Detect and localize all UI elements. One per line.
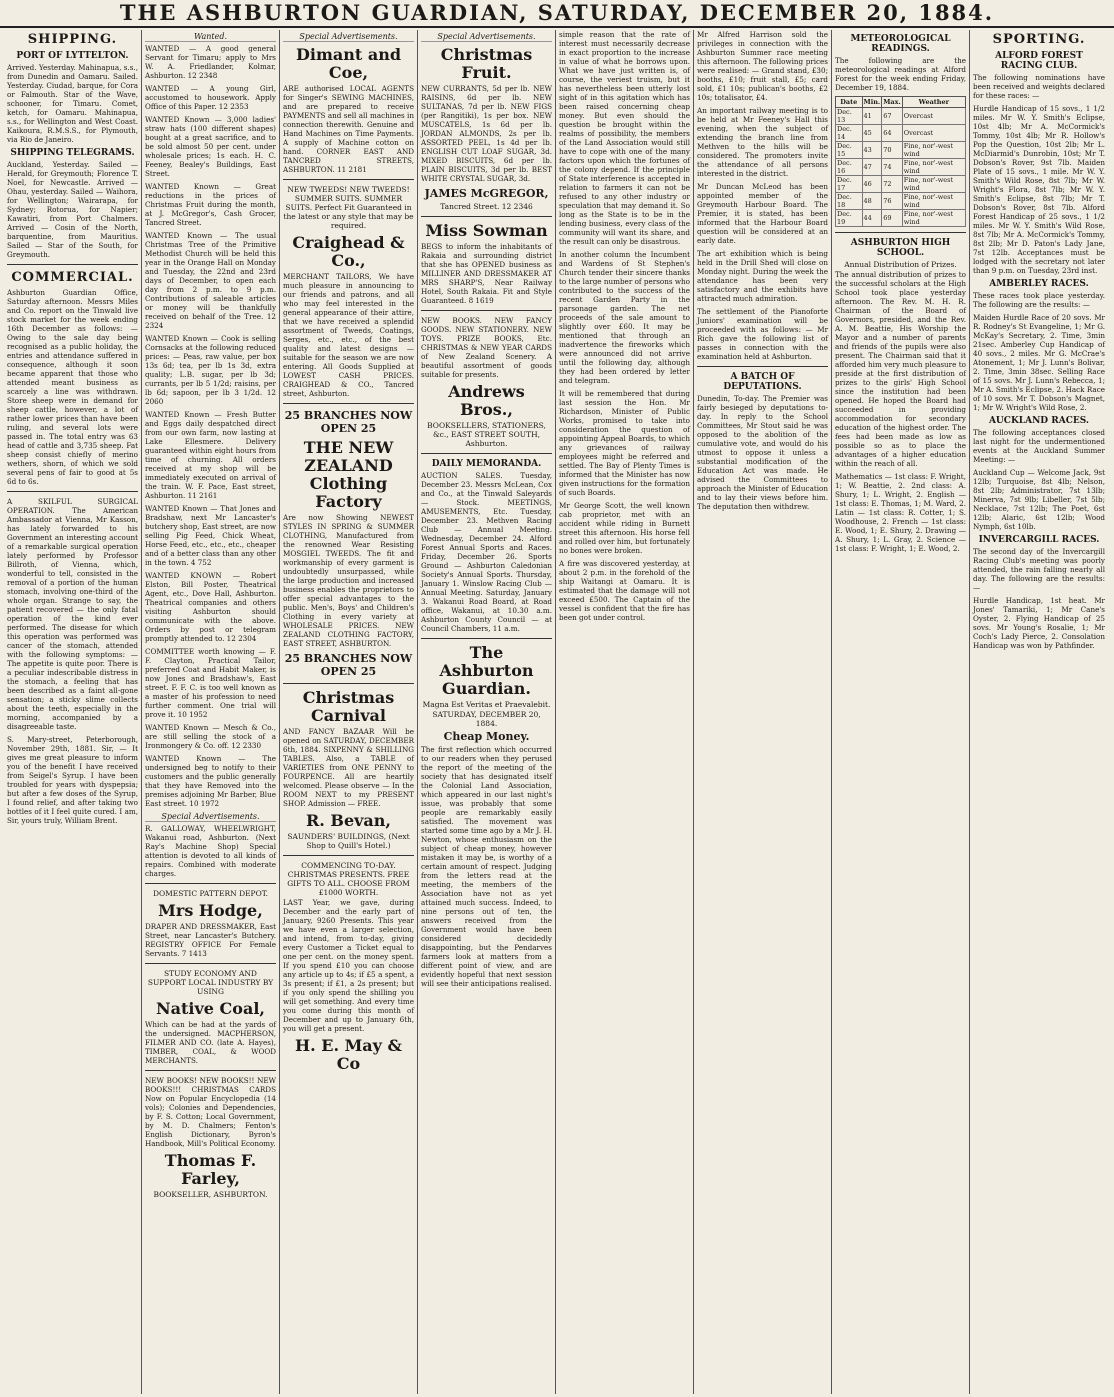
wanted-ad: WANTED Known — The undersigned beg to notify to their customers and the public generally that they have Removed into the premises adjoining Mr Barber, Blue East street. 10 1972: [145, 754, 276, 808]
sporting-heading: SPORTING.: [992, 32, 1086, 47]
wanted-ad: COMMITTEE worth knowing — F. F. Clayton, Practical Tailor, preferred Coat and Habit Maker, is now Jones and Bradshaw's, East street. F. F. C. is too well known as a master of his profession to need further comment. One trial will prove it. 10 1952: [145, 647, 276, 719]
table-header: Date: [836, 97, 863, 108]
editorial-text: The first reflection which occurred to our readers when they perused the report of the meeting of the society that has designated itself the Colonial Land Association, which appeared in our last night's issue, was probably that some people are remarkably easily satisfied. The movement was started some time ago by a Mr J. H. Newton, whose enthusiasm on the subject of cheap money, however mistaken it may be, is worthy of a certain amount of respect. Judging from the letters read at the meeting, the members of the Association have not as yet attained much success. Indeed, to nine persons out of ten, the answers received from the Government would have been considered decidedly disappointing, but the Pendarves farmers look at matters from a different point of view, and are evidently hopeful that next session will see their anticipations realised.: [421, 745, 552, 988]
column-2: [142, 30, 280, 1394]
amberley-races: Maiden Hurdle Race of 20 sovs. Mr R. Rodney's St Evangeline, 1; Mr G. McKay's Secretary, 2. Time, 3min 21sec. Amberley Cup Handicap of 40 sovs., 2 miles. Mr G. McCrae's Atonement, 1; Mr J. Lunn's Bolivar, 2. Time, 3min 38sec. Selling Race of 15 sovs. Mr J. Lunn's Rebecca, 1; Mr A. Smith's Eclipse, 2. Hack Race of 10 sovs. Mr T. Dobson's Magnet, 1; Mr W. Wright's Wild Rose, 2.: [973, 313, 1105, 412]
column-6: [694, 30, 832, 1394]
shipping-text: Arrived. Yesterday. Mahinapua, s.s., from Dunedin and Oamaru. Sailed. Yesterday. Ciudad, barque, for Cora or Falmouth. Star of the Wave, schooner, for Timaru. Comet, ketch, for Oamaru. Mahinapua, s.s., for Wellington and West Coast. Kaikoura, R.M.S.S., for Plymouth, via Rio de Janeiro.: [7, 63, 138, 144]
invercargill-intro: The second day of the Invercargill Racing Club's meeting was poorly attended, the rain falling nearly all day. The following are the results: —: [973, 547, 1105, 592]
telegrams-text: Auckland, Yesterday. Sailed — Herald, for Greymouth; Florence T. Noel, for Newcastle. Arrived — Ohau, yesterday. Sailed — Waihora, for Wellington; Wairarapa, for Sydney; Rotorua, for Napier; Kawatiri, from Port Chalmers. Arrived — Cosin of the North, barquentine, from Mauritius. Sailed — Star of the South, for Greymouth.: [7, 160, 138, 259]
wanted-ad: WANTED Known — Cook is selling Cornsacks at the following reduced prices: — Peas, raw value, per box 13s 6d; tea, per lb 1s 3d, extra quality; L.B. sugar, per lb 3d; currants, per lb 5 1/2d; raisins, per lb 6d; sapoon, per lb 3 1/2d. 12 2060: [145, 334, 276, 406]
dimant-name: Dimant and Coe,: [295, 45, 402, 82]
table-cell: Dec. 18: [836, 193, 863, 210]
andrews-sub: BOOKSELLERS, STATIONERS, &c., EAST STREET SOUTH, Ashburton.: [427, 421, 546, 448]
table-cell: Fine, nor'-west wind: [902, 193, 965, 210]
table-header: Weather: [902, 97, 965, 108]
table-cell: 44: [862, 210, 882, 227]
bevan-sub: SAUNDERS' BUILDINGS, (Next Shop to Quill's Hotel.): [287, 832, 410, 850]
prize-list: Mathematics — 1st class: F. Wright, 1; W. Beattie, 2. 2nd class: A. Shury, 1; L. Wright, 2. English — 1st class: E. Thomas, 1; M. Ward, 2. Latin — 1st class: R. Cotter, 1; S. Woodhouse, 2. French — 1st class: E. Wood, 1; E. Shury, 2. Drawing — A. Shury, 1; L. Gray, 2. Science — 1st class: F. Wright, 1; E. Wood, 2.: [835, 472, 966, 553]
may-name: H. E. May & Co: [295, 1036, 402, 1073]
branches-banner: 25 BRANCHES NOW OPEN 25: [284, 652, 413, 678]
andrews-name: Andrews Bros.,: [448, 382, 525, 419]
table-cell: 72: [882, 176, 903, 193]
school-subheading: Annual Distribution of Prizes.: [844, 260, 957, 269]
invercargill-heading: INVERCARGILL RACES.: [978, 535, 1100, 545]
commercial-heading: COMMERCIAL.: [11, 270, 134, 285]
table-row: [836, 125, 966, 142]
news-item: Mr Alfred Harrison sold the privileges in connection with the Ashburton Summer race meeting this afternoon. The following prices were realised: — Grand stand, £30; booths, £10; fruit stall, £5; card sold, £1 10s; publican's booths, £2 10s; totalisator, £4.: [697, 30, 828, 102]
shipping-heading: SHIPPING.: [27, 32, 118, 47]
commercial-text: Ashburton Guardian Office, Saturday afternoon. Messrs Miles and Co. report on the Tinwald live stock market for the week ending 16th December as follows: — Owing to the sale day being recognised as a public holiday, the entries and attendance suffered in consequence, although it soon became apparent that those who attended meant business as scarcely a line was withdrawn. Store sheep were in demand for sheep cattle, however, a lot of rather lower prices than have been ruling, and several lots were passed in. The total entry was 63 head of cattle and 3,735 sheep. Fat sheep consist chiefly of merino wethers, shorn, of which we sold several pens of fair to good at 5s 6d to 6s.: [7, 288, 138, 486]
table-cell: 45: [862, 125, 882, 142]
table-row: [836, 193, 966, 210]
wanted-ad: WANTED — A young Girl, accustomed to housework. Apply Office of this Paper. 12 2353: [145, 84, 276, 111]
craighead-name: Craighead & Co.,: [292, 233, 405, 270]
hodge-ad: DRAPER AND DRESSMAKER, East Street, near Lancaster's Butchery. REGISTRY OFFICE For Female Servants. 7 1413: [145, 922, 276, 958]
auckland-heading: AUCKLAND RACES.: [988, 416, 1090, 426]
wanted-ad: WANTED Known — Mesch & Co., are still selling the stock of a Ironmongery & Co. off. 12 2330: [145, 723, 276, 750]
bevan-name: R. Bevan,: [305, 811, 391, 830]
port-heading: PORT OF LYTTELTON.: [16, 51, 129, 61]
table-header: Max.: [883, 98, 901, 106]
wanted-heading: Wanted.: [145, 32, 276, 42]
wanted-ad: WANTED Known — The usual Christmas Tree of the Primitive Methodist Church will be held this year in the Orange Hall on Monday and Tuesday, the 22nd and 23rd days of December, to open each day from 2 p.m. to 9 p.m. Contributions of saleable articles or money will be thankfully received on behalf of the Tree. 12 2324: [145, 231, 276, 330]
column-7: [832, 30, 970, 1394]
fruit-ad: NEW CURRANTS, 5d per lb. NEW RAISINS, 6d per lb. NEW SULTANAS, 7d per lb. NEW FIGS (per Rangitiki), 1s per box. NEW MUSCATELS, 1s 6d per lb. JORDAN ALMONDS, 2s per lb. ASSORTED PEEL, 1s 4d per lb. ENGLISH CUT LOAF SUGAR, 3d. MIXED BISCUITS, 6d per lb. PLAIN BISCUITS, 3d per lb. BEST WHITE CRYSTAL SUGAR, 3d.: [421, 84, 552, 183]
mcgregor-sub: Tancred Street. 12 2346: [440, 202, 533, 211]
amberley-heading: AMBERLEY RACES.: [989, 279, 1089, 289]
table-cell: Dec. 13: [836, 108, 863, 125]
table-cell: 64: [882, 125, 903, 142]
special-heading: Special Advertisements.: [421, 32, 552, 42]
wanted-ad: WANTED Known — That Jones and Bradshaw, next Mr Lancaster's butchery shop, East street, are now selling Pig Feed, Chick Wheat, Horse Feed, etc., etc., etc., cheaper and of a better class than any other in the town. 4 752: [145, 504, 276, 567]
craighead-ad: MERCHANT TAILORS, We have much pleasure in announcing to our friends and patrons, and all who may feel interested in the general appearance of their attire, that we have received a splendid assortment of Tweeds, Coatings, Serges, etc., etc., of the best quality and latest designs — suitable for the season we are now entering. All Goods Supplied at LOWEST CASH PRICES. CRAIGHEAD & CO., Tancred street, Ashburton.: [283, 272, 414, 398]
news-item: A fire was discovered yesterday, at about 2 p.m. in the forehold of the ship Waitangi at Oamaru. It is estimated that the damage will not exceed £500. The Captain of the vessel is confident that the fire has been got under control.: [559, 559, 690, 622]
table-row: [836, 159, 966, 176]
table-cell: Dec. 16: [836, 159, 863, 176]
suits-ad: NEW TWEEDS! NEW TWEEDS! SUMMER SUITS. SUMMER SUITS. Perfect Fit Guaranteed in the latest or any style that may be required.: [283, 185, 414, 230]
special-heading: Special Advertisements.: [283, 32, 414, 42]
memoranda-heading: DAILY MEMORANDA.: [431, 459, 542, 469]
column-5: [556, 30, 694, 1394]
column-4: [418, 30, 556, 1394]
table-cell: 74: [882, 159, 903, 176]
telegrams-heading: SHIPPING TELEGRAMS.: [10, 148, 135, 158]
fruit-heading: Christmas Fruit.: [440, 45, 533, 82]
table-row: [836, 108, 966, 125]
column-8: [970, 30, 1108, 1394]
column-3: [280, 30, 418, 1394]
deputations-text: Dunedin, To-day. The Premier was fairly besieged by deputations to-day. In reply to the School Committees, Mr Stout said he was opposed to the abolition of the cumulative vote, and would do his utmost to oppose it unless a substantial modification of the Education Act was made. He advised the Committees to approach the Minister of Education and to lay their views before him. The deputation then withdrew.: [697, 394, 828, 511]
testimonial: S. Mary-street, Peterborough, November 29th, 1881. Sir, — It gives me great pleasure to inform you of the benefit I have received from Seigel's Syrup. I have been troubled for years with dyspepsia; but after a few doses of the Syrup, I found relief, and after taking two bottles of it I feel quite cured. I am, Sir, yours truly, William Brent.: [7, 735, 138, 825]
galloway-ad: R. GALLOWAY, WHEELWRIGHT, Wakanui road, Ashburton. (Next Ray's Machine Shop) Special attention is devoted to all kinds of repairs. Combined with moderate charges.: [145, 824, 276, 878]
sowman-ad: BEGS to inform the inhabitants of Rakaia and surrounding district that she has OPENED business as MILLINER AND DRESSMAKER AT MRS SHARP'S, Near Railway Hotel, South Rakaia. Fit and Style Guaranteed. 8 1619: [421, 242, 552, 305]
domestic-heading: DOMESTIC PATTERN DEPOT.: [152, 889, 269, 898]
wanted-ad: WANTED Known — 3,000 ladies' straw hats (100 different shapes) bought at a great sacrifice, and to be sold almost 50 per cent. under wholesale prices; 1s each. H. C. Feeney, Bealey's Buildings, East Street.: [145, 115, 276, 178]
cheap-money-heading: Cheap Money.: [443, 730, 530, 743]
surgical-article: A SKILFUL SURGICAL OPERATION. The American Ambassador at Vienna, Mr Kasson, has lately forwarded to his Government an interesting account of a remarkable surgical operation lately performed by Professor Billroth, of Vienna, which, wonderful to tell, consisted in the removal of a portion of the human stomach, involving one-third of the whole organ. Strange to say, the patient recovered — the only fatal operation of the kind ever performed. The disease for which this operation was performed was cancer of the stomach, attended with the following symptoms: — The appetite is quite poor. There is a peculiar indescribable distress in the stomach, a feeling that has been described as a faint all-gone sensation; a sticky slime collects about the teeth, especially in the morning, accompanied by a disagreeable taste.: [7, 497, 138, 731]
table-cell: 48: [862, 193, 882, 210]
sowman-name: Miss Sowman: [425, 221, 548, 240]
dimant-ad: ARE authorised LOCAL AGENTS for Singer's SEWING MACHINES, and are prepared to receive PAYMENTS and sell all machines in connection therewith. Genuine and Hand Machines on Time Payments. A supply of Machine cotton on hand. CORNER EAST AND TANCRED STREETS, ASHBURTON. 11 2181: [283, 84, 414, 174]
table-cell: 46: [862, 176, 882, 193]
editorial-text: simple reason that the rate of interest must necessarily decrease in exact proportion to the increase in value of what he borrows upon. What we have just written is, of course, the veriest truism, but it has nevertheless been utterly lost sight of in this agitation which has been raised concerning cheap money. But even should the question be brought within the realms of possibility, the members of the Land Association would still have to cope with one of the many factors upon which the fortunes of the colony depend. If the principle of State interference is accepted in relation to farmers it can not be refused to any other industry or speculation that may demand it. So long as the State is to be in the lending business, every class of the community will want its share, and the result can only be disastrous.: [559, 30, 690, 246]
auckland-races: Auckland Cup — Welcome Jack, 9st 12lb; Turquoise, 8st 4lb; Nelson, 8st 2lb; Administrator, 7st 13lb; Minerva, 7st 9lb; Libeller, 7st 5lb; Necklace, 7st 12lb; The Poet, 6st 12lb; Alaric, 6st 12lb; Wood Nymph, 6st 10lb.: [973, 468, 1105, 531]
carnival-ad: AND FANCY BAZAAR Will be opened on SATURDAY, DECEMBER 6th, 1884. SIXPENNY & SHILLING TABLES. Also, a TABLE of VARIETIES from ONE PENNY to FOURPENCE. All are heartily welcomed. Please observe — In the ROOM NEXT to my PRESENT SHOP. Admission — FREE.: [283, 727, 414, 808]
study-economy: STUDY ECONOMY AND SUPPORT LOCAL INDUSTRY BY USING: [147, 969, 274, 996]
wanted-ad: WANTED KNOWN — Robert Elston, Bill Poster, Theatrical Agent, etc., Dove Hall, Ashburton. Theatrical companies and others visiting Ashburton should communicate with the above. Orders by post or telegram promptly attended to. 12 2304: [145, 571, 276, 643]
news-item: In another column the Incumbent and Wardens of St Stephen's Church tender their sincere thanks to the large number of persons who contributed to the success of the recent Garden Party in the parsonage garden. The net proceeds of the sale amount to slightly over £60. It may be mentioned that through an inadvertence the fireworks which were announced did not arrive until the following day, although they had been ordered by letter and telegram.: [559, 250, 690, 385]
news-item: The settlement of the Pianoforte Juniors' examination will be proceeded with as follows: — Mr Rich gave the following list of passes in connection with the examination held at Ashburton.: [697, 307, 828, 361]
special-heading: Special Advertisements.: [145, 812, 276, 822]
wanted-ad: WANTED — A good general Servant for Timaru; apply to Mrs W. A. Friedlander, Kolmar, Ashburton. 12 2348: [145, 44, 276, 80]
branches-banner: 25 BRANCHES NOW OPEN 25: [284, 409, 413, 435]
table-cell: Fine, nor'-west wind: [902, 176, 965, 193]
coal-ad: Which can be had at the yards of the undersigned. MACPHERSON, FILMER AND CO. (late A. Hayes), TIMBER, COAL, & WOOD MERCHANTS.: [145, 1020, 276, 1065]
deputations-heading: A BATCH OF DEPUTATIONS.: [723, 372, 802, 392]
native-coal: Native Coal,: [156, 999, 265, 1018]
invercargill-races: Hurdle Handicap, 1st heat. Mr Jones' Tamariki, 1; Mr Cane's Oyster, 2. Flying Handicap of 25 sovs. Mr Young's Rosalie, 1; Mr Coch's Lady Pierce, 2. Consolation Handicap was won by Pathfinder.: [973, 596, 1105, 650]
table-cell: Fine, nor'-west wind: [902, 159, 965, 176]
weather-table: [835, 96, 966, 227]
masthead: THE ASHBURTON GUARDIAN, SATURDAY, DECEMBER 20, 1884.: [0, 0, 1114, 28]
nzcf-name: THE NEW ZEALAND Clothing Factory: [303, 438, 394, 511]
table-cell: Dec. 17: [836, 176, 863, 193]
wanted-ad: WANTED Known — Great reductions in the prices of Christmas Fruit during the month, at J. McGregor's, Cash Grocer, Tancred Street.: [145, 182, 276, 227]
table-cell: 69: [882, 210, 903, 227]
hodge-name: Mrs Hodge,: [158, 901, 263, 920]
news-item: An important railway meeting is to be held at Mr Feeney's Hall this evening, when the subject of extending the branch line from Methven to the hills will be considered. The promoters invite the attendance of all persons interested in the district.: [697, 106, 828, 178]
alford-races: Hurdle Handicap of 15 sovs., 1 1/2 miles. Mr W. Y. Smith's Eclipse, 10st 4lb; Mr A. McCormick's Tommy, 10st 4lb; Mr R. Hollow's Pop the Question, 10st 2lb; Mr L. McDiarmid's Dunrobin, 10st; Mr T. Dobson's Rover, 9st 7lb. Maiden Plate of 15 sovs., 1 mile. Mr W. Y. Smith's Wild Rose, 8st 7lb; Mr W. Wright's Flora, 8st 7lb; Mr W. Y. Smith's Eclipse, 8st 7lb; Mr T. Dobson's Rover, 8st 7lb. Alford Forest Handicap of 25 sovs., 1 1/2 miles. Mr W. Y. Smith's Wild Rose, 8st 7lb; Mr A. McCormick's Tommy, 8st 2lb; Mr D. Paton's Lady Jane, 7st 12lb. Acceptances must be lodged with the secretary not later than 9 p.m. on Tuesday, 23rd inst.: [973, 104, 1105, 275]
column-1: [4, 30, 142, 1394]
amberley-intro: These races took place yesterday. The following are the results: —: [973, 291, 1105, 309]
table-row: [836, 210, 966, 227]
table-header: Min.: [863, 98, 881, 106]
table-cell: 47: [862, 159, 882, 176]
carnival-heading: Christmas Carnival: [302, 688, 395, 725]
mcgregor-name: JAMES McGREGOR,: [424, 187, 549, 200]
news-item: Mr George Scott, the well known cab proprietor, met with an accident while riding in Burnett street this afternoon. His horse fell and rolled over him, but fortunately no bones were broken.: [559, 501, 690, 555]
memoranda-text: AUCTION SALES. Tuesday, December 23. Messrs McLean, Cox and Co., at the Tinwald Saleyards — Stock. MEETINGS, AMUSEMENTS, Etc. Tuesday, December 23. Methven Racing Club — Annual Meeting. Wednesday, December 24. Alford Forest Annual Sports and Races. Friday, December 26. Sports Ground — Ashburton Caledonian Society's Annual Sports. Thursday, January 1. Winslow Racing Club — Annual Meeting. Saturday, January 3. Wakanui Road Board, at Road office, Wakanui, at 10.30 a.m. Ashburton County Council — at Council Chambers, 11 a.m.: [421, 471, 552, 633]
guardian-motto: Magna Est Veritas et Praevalebit.: [422, 700, 551, 709]
table-cell: 76: [882, 193, 903, 210]
farley-name: Thomas F. Farley,: [164, 1151, 257, 1188]
auckland-intro: The following acceptances closed last night for the undermentioned events at the Auckland Summer Meeting: —: [973, 428, 1105, 464]
may-ad: LAST Year, we gave, during December and the early part of January, 9260 Presents. This year we have even a larger selection, and intend, from to-day, giving every Customer a Ticket equal to one per cent. on the money spent. If you spend £10 you can choose any article up to 4s; if £5 a spent, a 3s present; if £1, a 2s present; but if you only spend the shilling you will get something. And every time you come during this month of December and up to January 6th, you will get a present.: [283, 898, 414, 1033]
school-heading: ASHBURTON HIGH SCHOOL.: [850, 238, 951, 258]
table-cell: Overcast: [902, 125, 965, 142]
table-cell: Fine, nor'-west wind: [902, 210, 965, 227]
table-cell: Fine, nor'-west wind: [902, 142, 965, 159]
table-cell: Dec. 14: [836, 125, 863, 142]
nzcf-ad: Are now Showing NEWEST STYLES IN SPRING & SUMMER CLOTHING, Manufactured from the renowned Wear Resisting MOSGIEL TWEEDS. The fit and workmanship of every garment is undoubtedly unsurpassed, while the large production and increased business enables the proprietors to offer special advantages to the public. Men's, Boys' and Children's Clothing in every variety at WHOLESALE PRICES. NEW ZEALAND CLOTHING FACTORY, EAST STREET, ASHBURTON.: [283, 513, 414, 648]
newspaper-columns: [4, 30, 1110, 1394]
news-item: The art exhibition which is being held in the Drill Shed will close on Monday night. During the week the attendance has been very satisfactory and the exhibits have attracted much admiration.: [697, 249, 828, 303]
table-row: [836, 176, 966, 193]
table-cell: Overcast: [902, 108, 965, 125]
table-row: [836, 142, 966, 159]
wanted-ad: WANTED Known — Fresh Butter and Eggs daily despatched direct from our own farm, now lasting at Lake Ellesmere. Delivery guaranteed within eight hours from time of churning. All orders received at my shop will be immediately executed on arrival of the train. W. F. Pace, East street, Ashburton. 11 2161: [145, 410, 276, 500]
news-item: Mr Duncan McLeod has been appointed member of the Greymouth Harbour Board. The Premier, it is stated, has been informed that the Harbour Board question will be considered at an early date.: [697, 182, 828, 245]
school-text: The annual distribution of prizes to the successful scholars at the High School took place yesterday afternoon. The Rev. M. H. R. Chairman of the Board of Governors, presided, and the Rev. A. M. Beattie, His Worship the Mayor and a number of parents and friends of the pupils were also present. The Chairman said that it afforded him very much pleasure to preside at the first distribution of prizes to the girls' High School since the institution had been opened. He hoped the Board had succeeded in providing accommodation for secondary education of the highest order. The fees had been made as low as possible so as to place the advantages of a higher education within the reach of all.: [835, 270, 966, 468]
books-ad: NEW BOOKS! NEW BOOKS!! NEW BOOKS!!! CHRISTMAS CARDS Now on Popular Encyclopedia (14 vols); Colonies and Dependencies, by F. S. Cotton; Local Government, by M. D. Chalmers; Fenton's English Dictionary, Byron's Handbook, Mill's Political Economy.: [145, 1076, 276, 1148]
table-cell: 67: [882, 108, 903, 125]
meteorological-heading: METEOROLOGICAL READINGS.: [850, 34, 951, 54]
table-cell: 43: [862, 142, 882, 159]
table-cell: 70: [882, 142, 903, 159]
alford-intro: The following nominations have been received and weights declared for these races: —: [973, 73, 1105, 100]
table-cell: Dec. 15: [836, 142, 863, 159]
table-cell: Dec. 19: [836, 210, 863, 227]
meteorological-intro: The following are the meteorological readings at Alford Forest for the week ending Friday, December 19, 1884.: [835, 56, 966, 92]
guardian-date: SATURDAY, DECEMBER 20, 1884.: [432, 710, 541, 728]
guardian-title: The Ashburton Guardian.: [439, 643, 534, 698]
news-item: It will be remembered that during last session the Hon. Mr Richardson, Minister of Public Works, promised to take into consideration the question of appointing Appeal Boards, to which any grievances of railway employees might be referred and settled. The Bay of Plenty Times is informed that the Minister has now given instructions for the formation of such Boards.: [559, 389, 690, 497]
table-cell: 41: [862, 108, 882, 125]
alford-heading: ALFORD FOREST RACING CLUB.: [995, 51, 1083, 71]
farley-sub: BOOKSELLER, ASHBURTON.: [153, 1190, 268, 1199]
books-ad: NEW BOOKS. NEW FANCY GOODS. NEW STATIONERY. NEW TOYS. PRIZE BOOKS, Etc. CHRISTMAS & NEW YEAR CARDS of New Zealand Scenery. A beautiful assortment of goods suitable for presents.: [421, 316, 552, 379]
commencing-heading: COMMENCING TO-DAY. CHRISTMAS PRESENTS. FREE GIFTS TO ALL. CHOOSE FROM £1000 WORTH.: [287, 861, 410, 897]
